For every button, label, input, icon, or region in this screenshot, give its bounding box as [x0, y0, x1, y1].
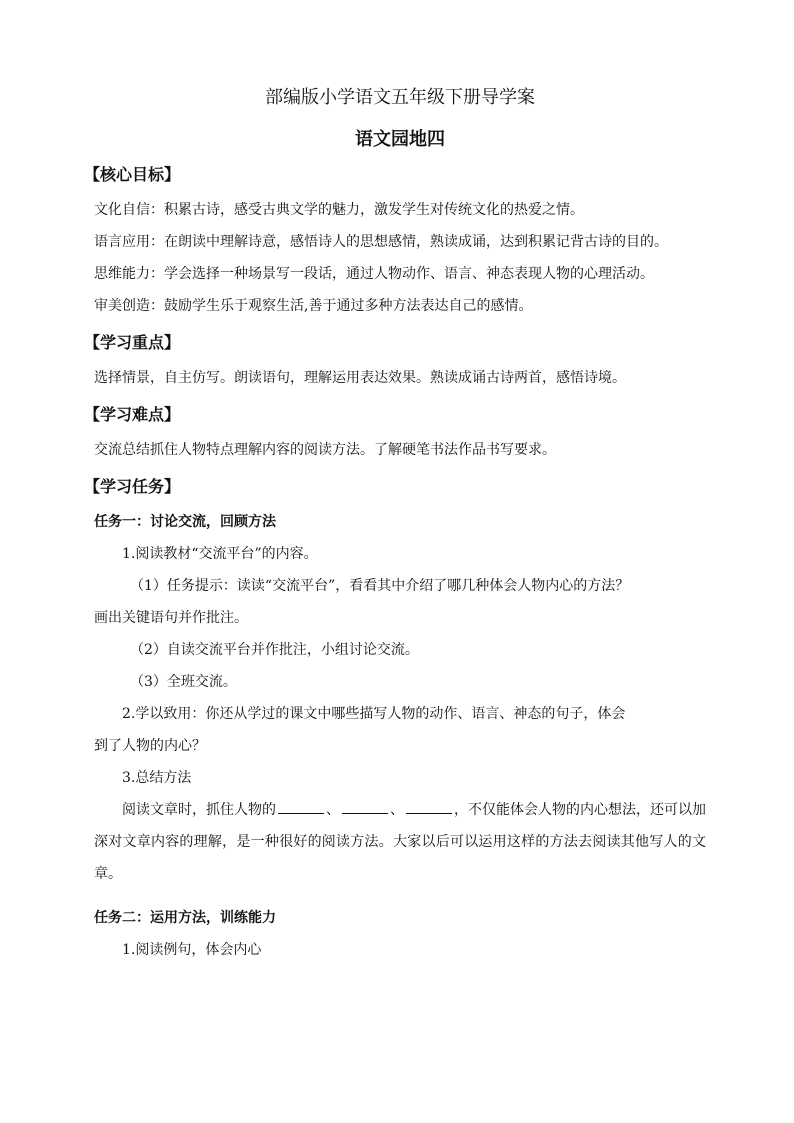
goal-line: 思维能力：学会选择一种场景写一段话，通过人物动作、语言、神态表现人物的心理活动。: [94, 266, 654, 282]
key-points-section: [84, 330, 706, 394]
task2-title: 任务二：运用方法，训练能力: [94, 910, 276, 926]
goal-line: 文化自信：积累古诗，感受古典文学的魅力，激发学生对传统文化的热爱之情。: [94, 202, 584, 218]
core-goals-heading: 【核心目标】: [84, 165, 181, 184]
summary-start: 阅读文章时，抓住人物的: [122, 802, 276, 818]
task1-item3: 3.总结方法: [122, 770, 192, 786]
task2-item1: 1.阅读例句，体会内心: [122, 942, 262, 958]
difficulties-text: 交流总结抓住人物特点理解内容的阅读方法。了解硬笔书法作品书写要求。: [94, 442, 556, 458]
goal-line: 语言应用：在朗读中理解诗意，感悟诗人的思想感情，熟读成诵，达到积累记背古诗的目的。: [94, 234, 668, 250]
task1-item1: 1.阅读教材“交流平台”的内容。: [122, 546, 318, 562]
fill-blank[interactable]: [406, 799, 452, 814]
key-points-text: 选择情景，自主仿写。朗读语句，理解运用表达效果。熟读成诵古诗两首，感悟诗境。: [94, 370, 626, 386]
summary-end: ，不仅能体会人物的内心想法，还可以加深对文章内容的理解，是一种很好的阅读方法。大家以后可以运用这样的方法去阅读其他写人的文章。: [94, 802, 706, 882]
task1-item2-cont: 到了人物的内心？: [94, 738, 206, 754]
task1-sub2: （2）自读交流平台并作批注，小组讨论交流。: [130, 642, 419, 658]
task1-title: 任务一：讨论交流，回顾方法: [94, 514, 276, 530]
fill-blank[interactable]: [278, 799, 324, 814]
task1-sub1: （1）任务提示：读读“交流平台”，看看其中介绍了哪几种体会人物内心的方法？: [130, 578, 630, 594]
doc-subtitle: 语文园地四: [355, 129, 445, 150]
tasks-section: [84, 474, 706, 966]
doc-title: 部编版小学语文五年级下册导学案: [265, 87, 535, 108]
separator: 、: [390, 802, 404, 818]
task1-sub1-cont: 画出关键语句并作批注。: [94, 610, 248, 626]
task1-summary: [94, 794, 706, 890]
tasks-heading: 【学习任务】: [84, 477, 181, 496]
separator: 、: [326, 802, 340, 818]
fill-blank[interactable]: [342, 799, 388, 814]
core-goals-section: [84, 162, 706, 322]
difficulties-section: [84, 402, 706, 466]
document-page: [84, 84, 706, 966]
task1-sub3: （3）全班交流。: [130, 674, 237, 690]
goal-line: 审美创造：鼓励学生乐于观察生活,善于通过多种方法表达自己的感情。: [94, 298, 533, 314]
task1-item2: 2.学以致用：你还从学过的课文中哪些描写人物的动作、语言、神态的句子，体会: [122, 706, 626, 722]
key-points-heading: 【学习重点】: [84, 333, 181, 352]
difficulties-heading: 【学习难点】: [84, 405, 181, 424]
